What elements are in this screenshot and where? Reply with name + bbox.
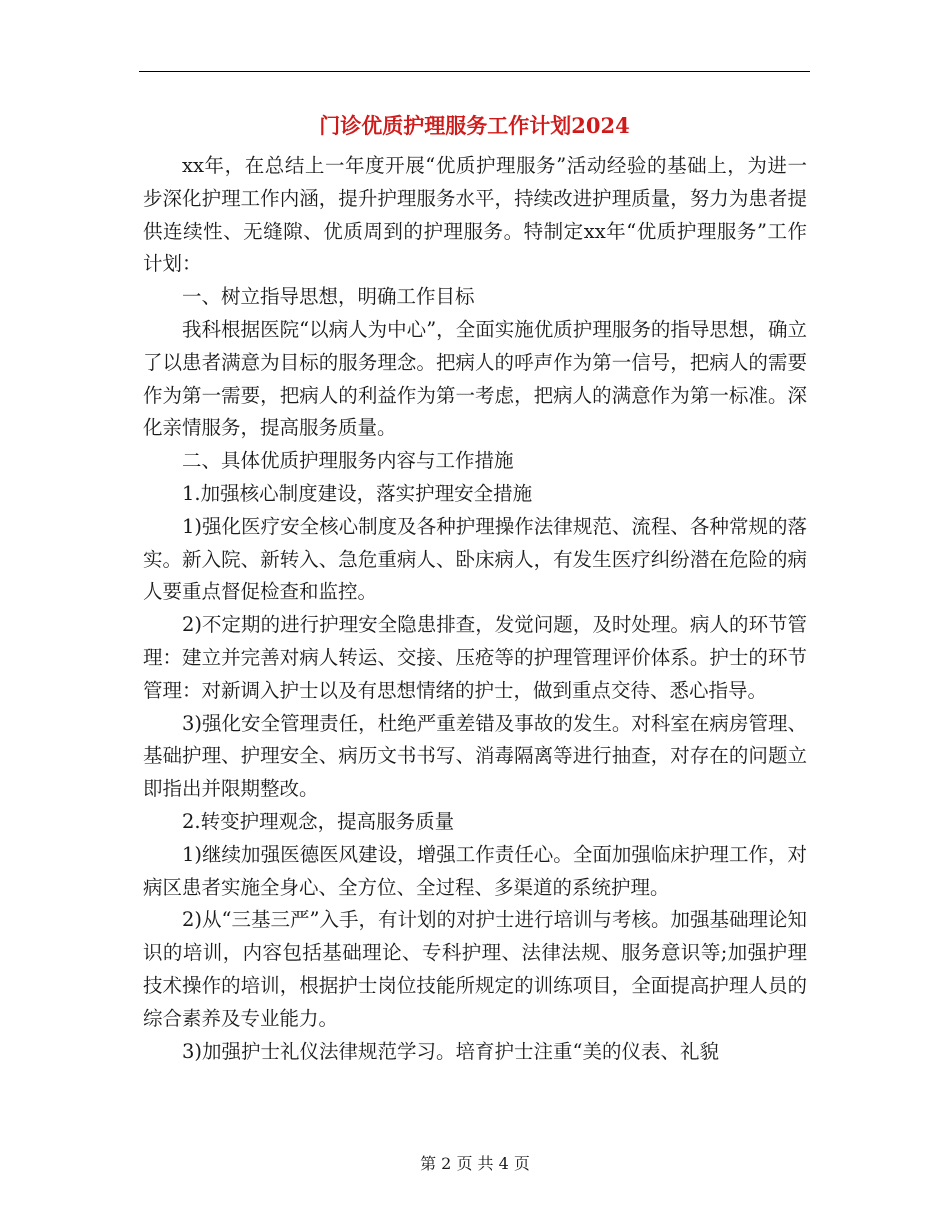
- list-item-2-1-1: 1)强化医疗安全核心制度及各种护理操作法律规范、流程、各种常规的落实。新入院、新转入、急危重病人、卧床病人，有发生医疗纠纷潜在危险的病人要重点督促检查和监控。: [143, 514, 807, 604]
- header-rule: [139, 71, 810, 72]
- list-item-2-2-3: 3)加强护士礼仪法律规范学习。培育护士注重“美的仪表、礼貌: [182, 1039, 719, 1063]
- heading-section-1: 一、树立指导思想，明确工作目标: [182, 285, 475, 309]
- document-title: 门诊优质护理服务工作计划2024: [319, 113, 630, 138]
- heading-section-2: 二、具体优质护理服务内容与工作措施: [182, 449, 514, 473]
- list-item-2-1-3: 3)强化安全管理责任，杜绝严重差错及事故的发生。对科室在病房管理、基础护理、护理安全、病历文书书写、消毒隔离等进行抽查，对存在的问题立即指出并限期整改。: [143, 711, 807, 801]
- paragraph-section-1: 我科根据医院“以病人为中心”，全面实施优质护理服务的指导思想，确立了以患者满意为目标的服务理念。把病人的呼声作为第一信号，把病人的需要作为第一需要，把病人的利益作为第一考虑，把病人的满意作为第一标准。深化亲情服务，提高服务质量。: [143, 317, 807, 440]
- document-body: [143, 150, 807, 1068]
- list-item-2-1-2: 2)不定期的进行护理安全隐患排查，发觉问题，及时处理。病人的环节管理：建立并完善对病人转运、交接、压疮等的护理管理评价体系。护士的环节管理：对新调入护士以及有思想情绪的护士，做到重点交待、悉心指导。: [143, 613, 807, 702]
- list-item-2-2-2: 2)从“三基三严”入手，有计划的对护士进行培训与考核。加强基础理论知识的培训，内容包括基础理论、专科护理、法律法规、服务意识等;加强护理技术操作的培训，根据护士岗位技能所规定的训练项目，全面提高护理人员的综合素养及专业能力。: [143, 908, 807, 1030]
- page-footer: 第 2 页 共 4 页: [420, 1154, 530, 1173]
- subheading-2-1: 1.加强核心制度建设，落实护理安全措施: [182, 481, 533, 505]
- paragraph-intro: xx年，在总结上一年度开展“优质护理服务”活动经验的基础上，为进一步深化护理工作内涵，提升护理服务水平，持续改进护理质量，努力为患者提供连续性、无缝隙、优质周到的护理服务。特制定xx年“优质护理服务”工作计划：: [143, 154, 807, 276]
- subheading-2-2: 2.转变护理观念，提高服务质量: [182, 809, 455, 833]
- list-item-2-2-1: 1)继续加强医德医风建设，增强工作责任心。全面加强临床护理工作，对病区患者实施全身心、全方位、全过程、多渠道的系统护理。: [143, 842, 807, 899]
